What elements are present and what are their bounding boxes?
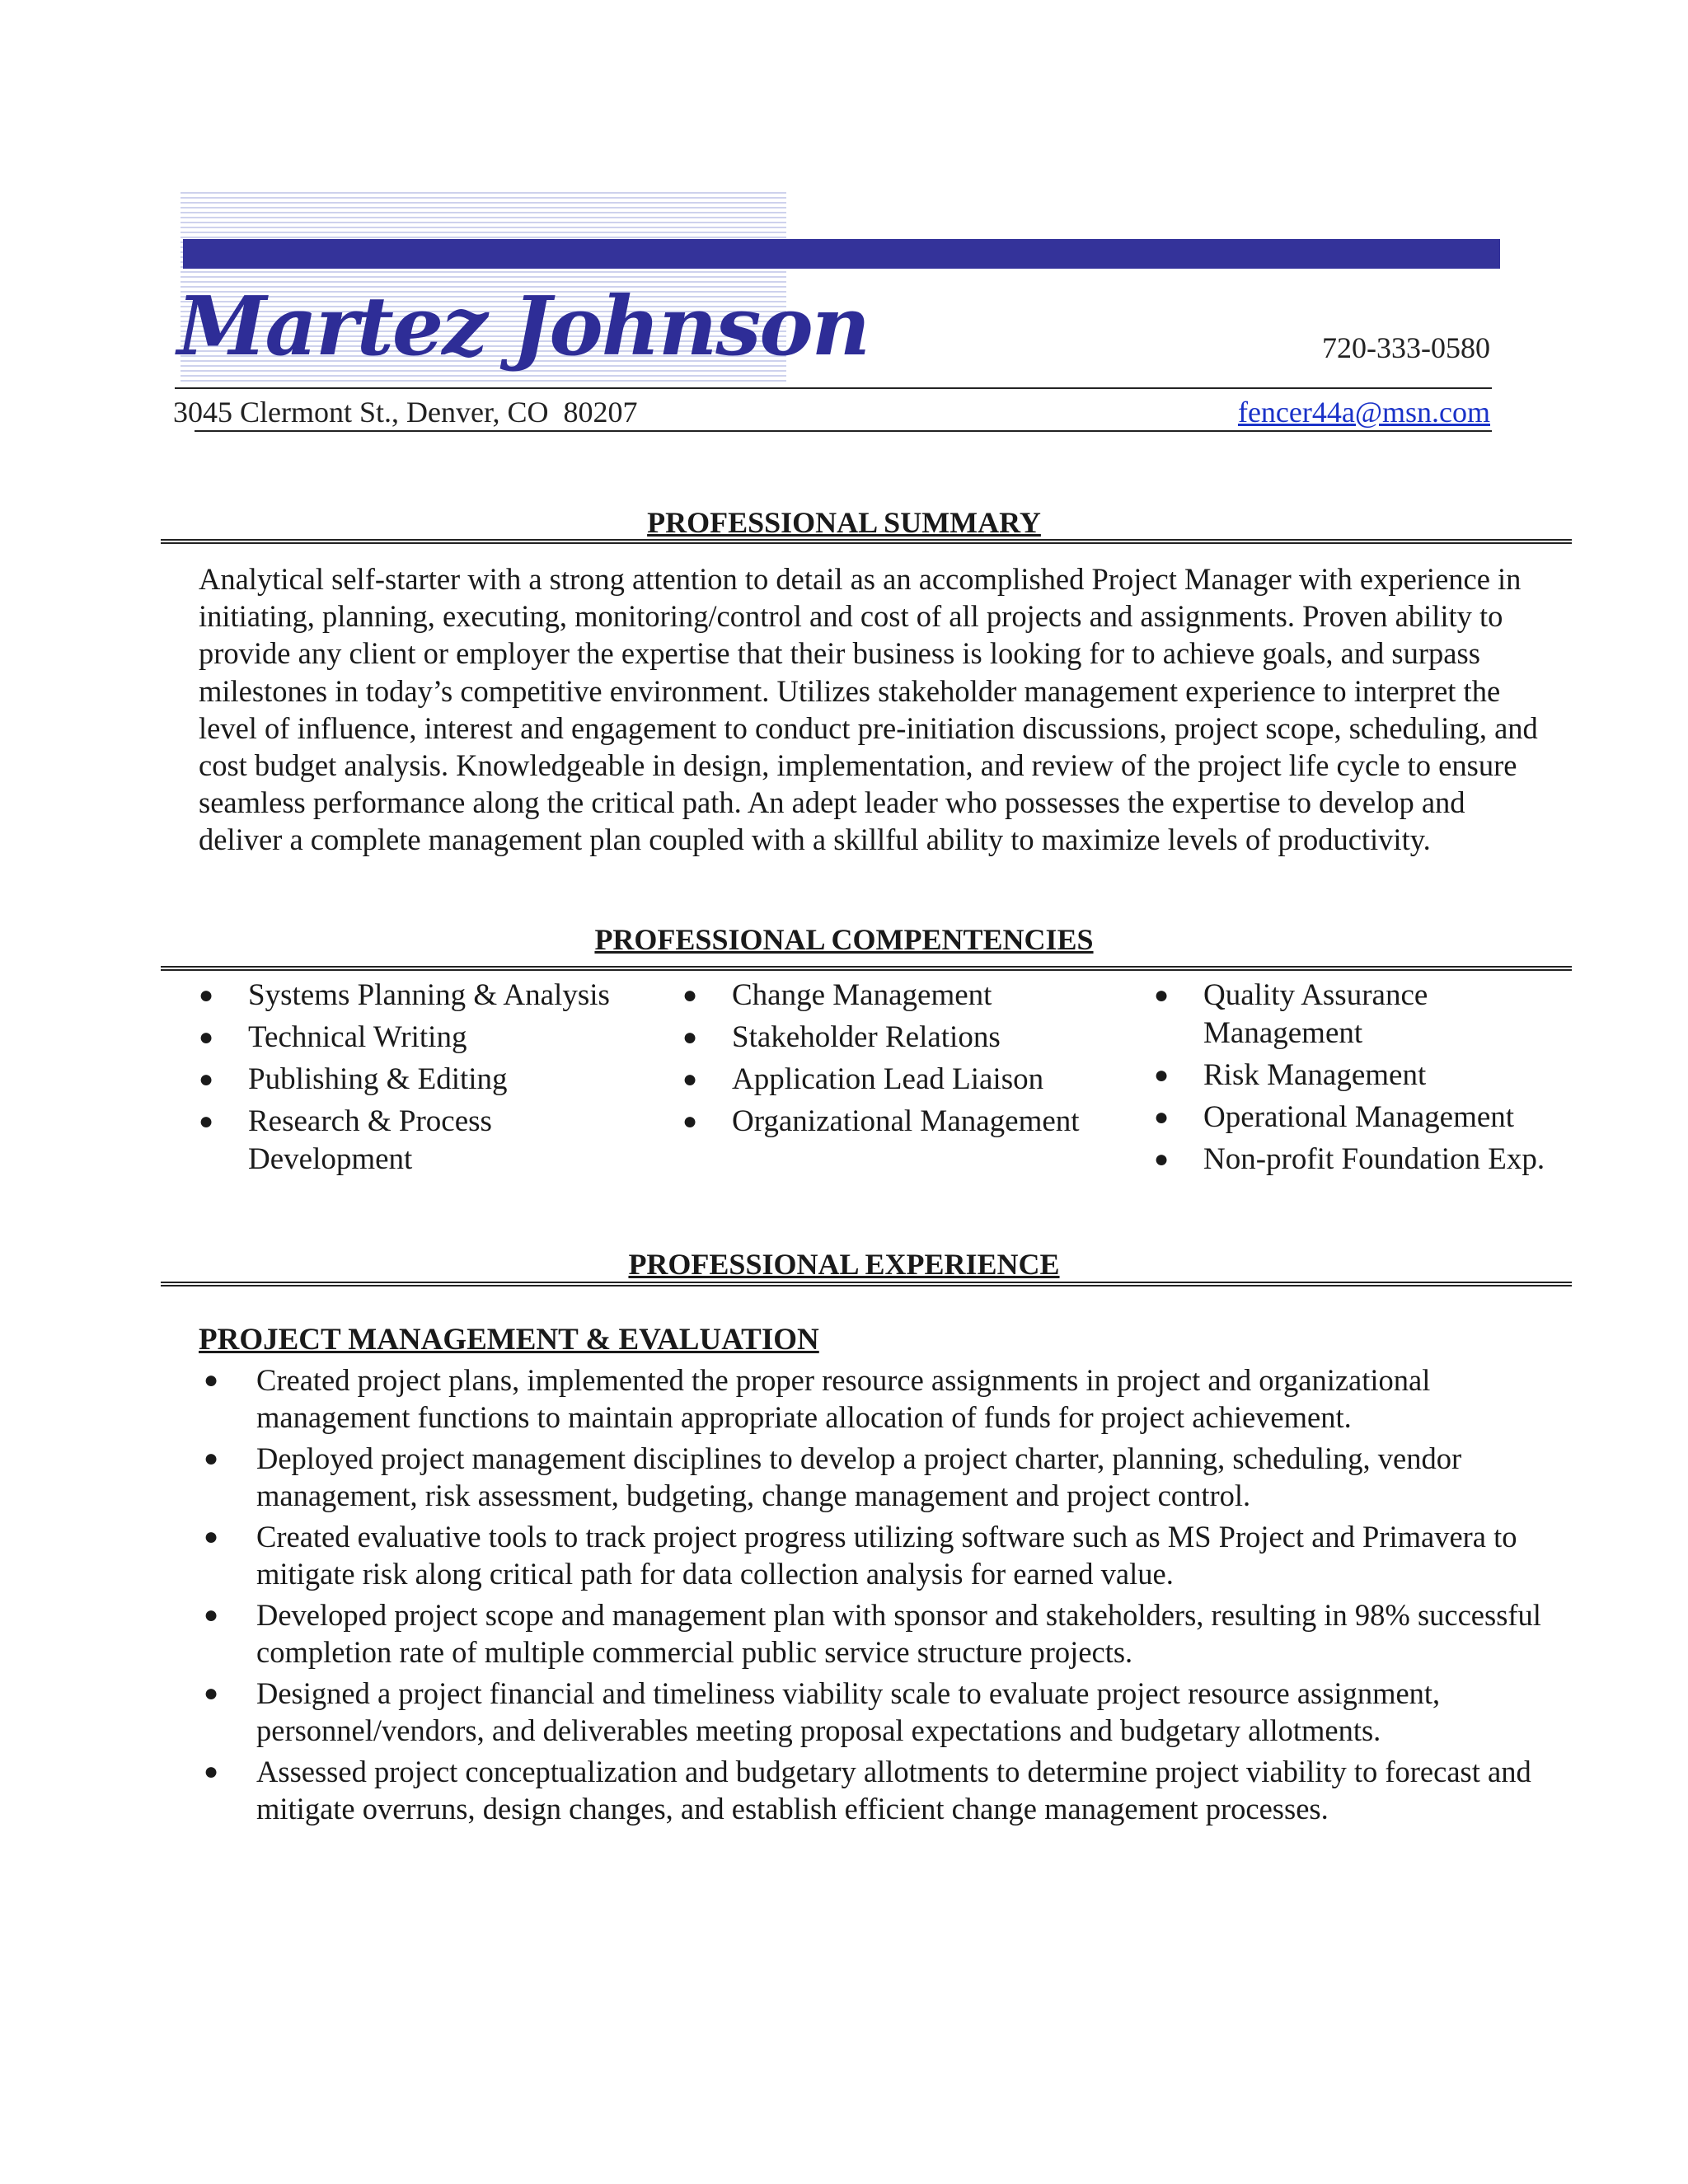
bullet-icon: ● — [204, 1523, 219, 1550]
list-item — [199, 1103, 652, 1179]
street-address: 3045 Clermont St., Denver, CO 80207 — [173, 396, 638, 429]
candidate-name: Martez Johnson — [177, 279, 870, 374]
list-item — [682, 977, 1128, 1015]
header-color-bar — [183, 239, 1500, 269]
bullet-icon: ● — [682, 982, 698, 1009]
summary-double-rule — [161, 539, 1572, 544]
list-item — [199, 1440, 1559, 1514]
bullet-icon: ● — [682, 1066, 698, 1093]
bullet-icon: ● — [199, 982, 214, 1009]
experience-subheading: PROJECT MANAGEMENT & EVALUATION — [199, 1323, 819, 1357]
list-item — [1154, 977, 1566, 1052]
experience-bullet-text: Created project plans, implemented the proper resource assignments in project and organizational management functions to maintain appropriate allocation of funds for project achievement. — [256, 1363, 1431, 1434]
experience-bullet-text: Developed project scope and management plan with sponsor and stakeholders, resulting in 98% successful completion rate of multiple commercial public service structure projects. — [256, 1598, 1541, 1669]
bullet-icon: ● — [199, 1024, 214, 1051]
competency-label: Stakeholder Relations — [732, 1020, 1001, 1054]
experience-bullet-text: Designed a project financial and timeliness viability scale to evaluate project resource assignment, personnel/vendors, and deliverables meeting proposal expectations and budgetary allotments. — [256, 1676, 1441, 1747]
competencies-heading: PROFESSIONAL COMPENTENCIES — [594, 923, 1094, 956]
list-item — [682, 1103, 1128, 1141]
experience-bullet-text: Assessed project conceptualization and budgetary allotments to determine project viability to forecast and mitigate overruns, design changes, and establish efficient change management processes. — [256, 1755, 1531, 1825]
address-divider — [195, 430, 1492, 432]
experience-bullet-text: Deployed project management disciplines to develop a project charter, planning, scheduling, vendor management, risk assessment, budgeting, change management and project control. — [256, 1441, 1462, 1512]
bullet-icon: ● — [204, 1445, 219, 1472]
competency-label: Quality Assurance Management — [1203, 978, 1428, 1050]
competencies-double-rule — [161, 966, 1572, 971]
list-item — [1154, 1099, 1566, 1137]
email-link[interactable]: fencer44a@msn.com — [1237, 396, 1490, 429]
bullet-icon: ● — [199, 1066, 214, 1093]
bullet-icon: ● — [682, 1024, 698, 1051]
bullet-icon: ● — [204, 1680, 219, 1707]
competencies-column-3 — [1154, 977, 1566, 1183]
bullet-icon: ● — [1154, 1062, 1170, 1089]
bullet-icon: ● — [682, 1108, 698, 1135]
summary-paragraph: Analytical self-starter with a strong attention to detail as an accomplished Project Manager with experience in initiating, planning, executing, monitoring/control and cost of all projects and assignments. Proven ability to provide any client or employer the expertise that their business is looking for to achieve goals, and surpass milestones in today’s competitive environment. Utilizes stakeholder management experience to interpret the level of influence, interest and engagement to conduct pre-initiation discussions, project scope, scheduling, and cost budget analysis. Knowledgeable in design, implementation, and review of the project life cycle to ensure seamless performance along the critical path. An adept leader who possesses the expertise to develop and deliver a complete management plan coupled with a skillful ability to maximize levels of productivity. — [199, 562, 1538, 857]
list-item — [199, 1518, 1559, 1592]
experience-bullet-list — [199, 1361, 1559, 1831]
bullet-icon: ● — [204, 1758, 219, 1785]
competency-label: Systems Planning & Analysis — [248, 978, 610, 1012]
list-item — [1154, 1057, 1566, 1094]
competency-label: Research & Process Development — [248, 1104, 492, 1176]
bullet-icon: ● — [1154, 982, 1170, 1009]
bullet-icon: ● — [1154, 1104, 1170, 1131]
list-item — [199, 1675, 1559, 1749]
list-item — [682, 1061, 1128, 1099]
phone-number: 720-333-0580 — [1322, 331, 1490, 364]
list-item — [199, 1019, 652, 1057]
experience-heading: PROFESSIONAL EXPERIENCE — [628, 1248, 1060, 1281]
experience-double-rule — [161, 1282, 1572, 1286]
competency-label: Technical Writing — [248, 1020, 467, 1054]
competency-label: Operational Management — [1203, 1100, 1515, 1134]
competency-label: Application Lead Liaison — [732, 1062, 1044, 1096]
competencies-column-2 — [682, 977, 1128, 1145]
bullet-icon: ● — [204, 1601, 219, 1629]
competency-label: Publishing & Editing — [248, 1062, 508, 1096]
bullet-icon: ● — [199, 1108, 214, 1135]
list-item — [682, 1019, 1128, 1057]
list-item — [199, 1361, 1559, 1436]
list-item — [199, 1061, 652, 1099]
bullet-icon: ● — [204, 1366, 219, 1394]
list-item — [199, 1753, 1559, 1827]
competency-label: Non-profit Foundation Exp. — [1203, 1142, 1545, 1176]
list-item — [199, 977, 652, 1015]
header-divider — [175, 387, 1492, 389]
bullet-icon: ● — [1154, 1146, 1170, 1173]
list-item — [199, 1596, 1559, 1671]
competencies-column-1 — [199, 977, 652, 1183]
competency-label: Organizational Management — [732, 1104, 1080, 1138]
list-item — [1154, 1141, 1566, 1179]
competency-label: Change Management — [732, 978, 992, 1012]
summary-heading: PROFESSIONAL SUMMARY — [647, 506, 1041, 539]
competency-label: Risk Management — [1203, 1058, 1427, 1092]
experience-bullet-text: Created evaluative tools to track project progress utilizing software such as MS Project and Primavera to mitigate risk along critical path for data collection analysis for earned value. — [256, 1520, 1517, 1591]
